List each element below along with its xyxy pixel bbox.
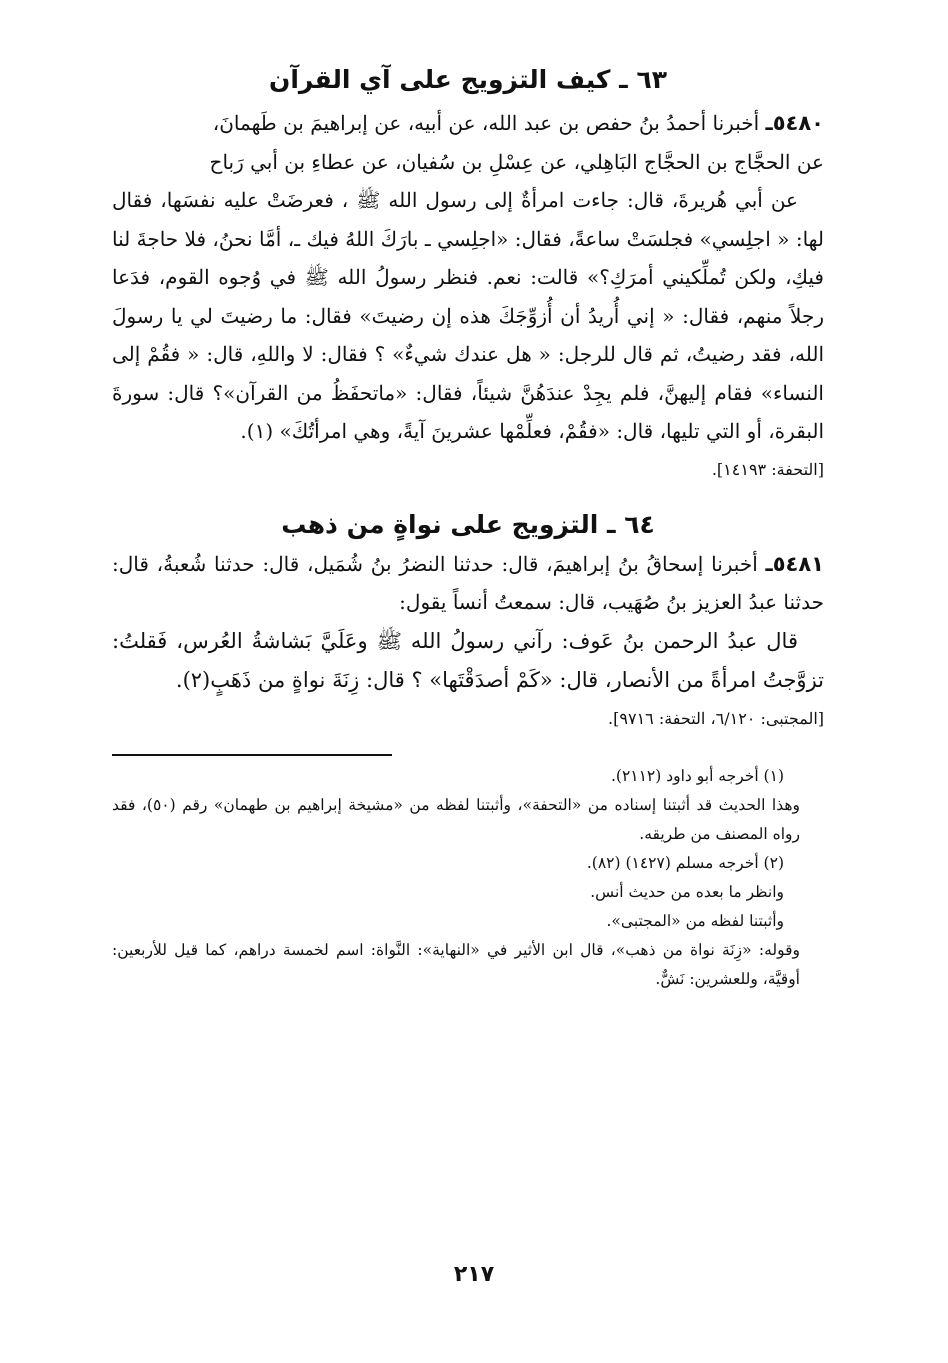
footnote-1-body: وهذا الحديث قد أثبتنا إسناده من «التحفة»، وأثبتنا لفظه من «مشيخة إبراهيم بن طهمان» رقم (٥٠)، فقد رواه المصنف من طريقه.: [112, 795, 800, 843]
hadith-5480-sanad-line-1: [112, 104, 824, 143]
hadith-number-5481: ٥٤٨١ـ: [765, 551, 824, 576]
hadith-5481-matn: قال عبدُ الرحمن بنُ عَوف: رآني رسولُ الله ﷺ وعَلَيَّ بَشاشةُ العُرس، فَقلتُ: تزوَّجتُ امرأةً من الأنصار، قال: «كَمْ أصدَقْتَها» ؟ قال: زِنَةَ نواةٍ من ذَهَبٍ(٢).: [112, 628, 824, 692]
hadith-5480-matn: عن أبي هُريرةَ، قال: جاءت امرأةٌ إلى رسول الله ﷺ ، فعرضَتْ عليه نفسَها، فقال لها: « اجلِسي» فجلسَتْ ساعةً، فقال: «اجلِسي ـ بارَكَ اللهُ فيك ـ، أمَّا نحنُ، فلا حاجةَ لنا فيكِ، ولكن تُملِّكيني أمرَكِ؟» قالت: نعم. فنظر رسولُ الله ﷺ في وُجوه القوم، فدَعا رجلاً منهم، فقال: « إني أُريدُ أن أُزوِّجَكَ هذه إن رضيتَ» فقال: ما رضيتَ لي يا رسولَ الله، فقد رضيتُ، ثم قال للرجل: « هل عندك شيءٌ» ؟ فقال: لا واللهِ، قال: « فقُمْ إلى النساء» فقام إليهنَّ، فلم يجِدْ عندَهُنَّ شيئاً، فقال: «ماتحفَظُ من القرآن»؟ قال: سورةَ البقرة، أو التي تليها، قال: «فقُمْ، فعلِّمْها عشرينَ آيةً، وهي امرأتُكَ» (١).: [112, 188, 824, 443]
chapter-heading-64: ٦٤ ـ التزويج على نواةٍ من ذهب: [281, 509, 655, 539]
hadith-5480-sanad-1: أخبرنا أحمدُ بنُ حفص بن عبد الله، عن أبيه، عن إبراهيمَ بن طَهمانَ،: [212, 111, 760, 135]
footnotes: [112, 762, 824, 994]
chapter-heading-63: ٦٣ ـ كيف التزويج على آي القرآن: [269, 65, 667, 94]
footnote-divider: [112, 754, 392, 756]
hadith-5481-sanad: أخبرنا إسحاقُ بنُ إبراهيمَ، قال: حدثنا النضرُ بنُ شُمَيل، قال: حدثنا شُعبةُ، قال: حدثنا عبدُ العزيز بنُ صُهَيب، قال: سمعتُ أنساً يقول:: [112, 551, 824, 614]
hadith-5481-sanad-block: [112, 545, 824, 622]
hadith-5480: [112, 104, 824, 451]
hadith-5481: [112, 545, 824, 700]
hadith-number-5480: ٥٤٨٠ـ: [765, 111, 824, 135]
footnote-2-line-2: وأثبتنا لفظه من «المجتبى».: [606, 911, 784, 930]
hadith-5480-reference: [التحفة: ١٤١٩٣].: [711, 459, 824, 479]
hadith-5480-sanad-2: عن الحجَّاج بن الحجَّاج البَاهِلي، عن عِسْلِ بن سُفيان، عن عطاءِ بن أبي رَباح: [209, 149, 824, 174]
footnote-2-body: وقوله: «زِنَة نواة من ذهب»، قال ابن الأثير في «النهاية»: النَّواة: اسم لخمسة دراهم، كما قيل للأربعين: أوقيَّة، وللعشرين: نَشٌّ.: [112, 940, 800, 988]
page-number: ٢١٧: [453, 1262, 495, 1287]
book-page: [112, 60, 824, 994]
footnote-1-title: (١) أخرجه أبو داود (٢١١٢).: [610, 766, 784, 785]
hadith-5481-reference: [المجتبى: ٦/١٢٠، التحفة: ٩٧١٦].: [608, 708, 824, 728]
footnote-2-line-1: وانظر ما بعده من حديث أنس.: [590, 882, 784, 901]
footnote-2-title: (٢) أخرجه مسلم (١٤٢٧) (٨٢).: [586, 853, 784, 872]
